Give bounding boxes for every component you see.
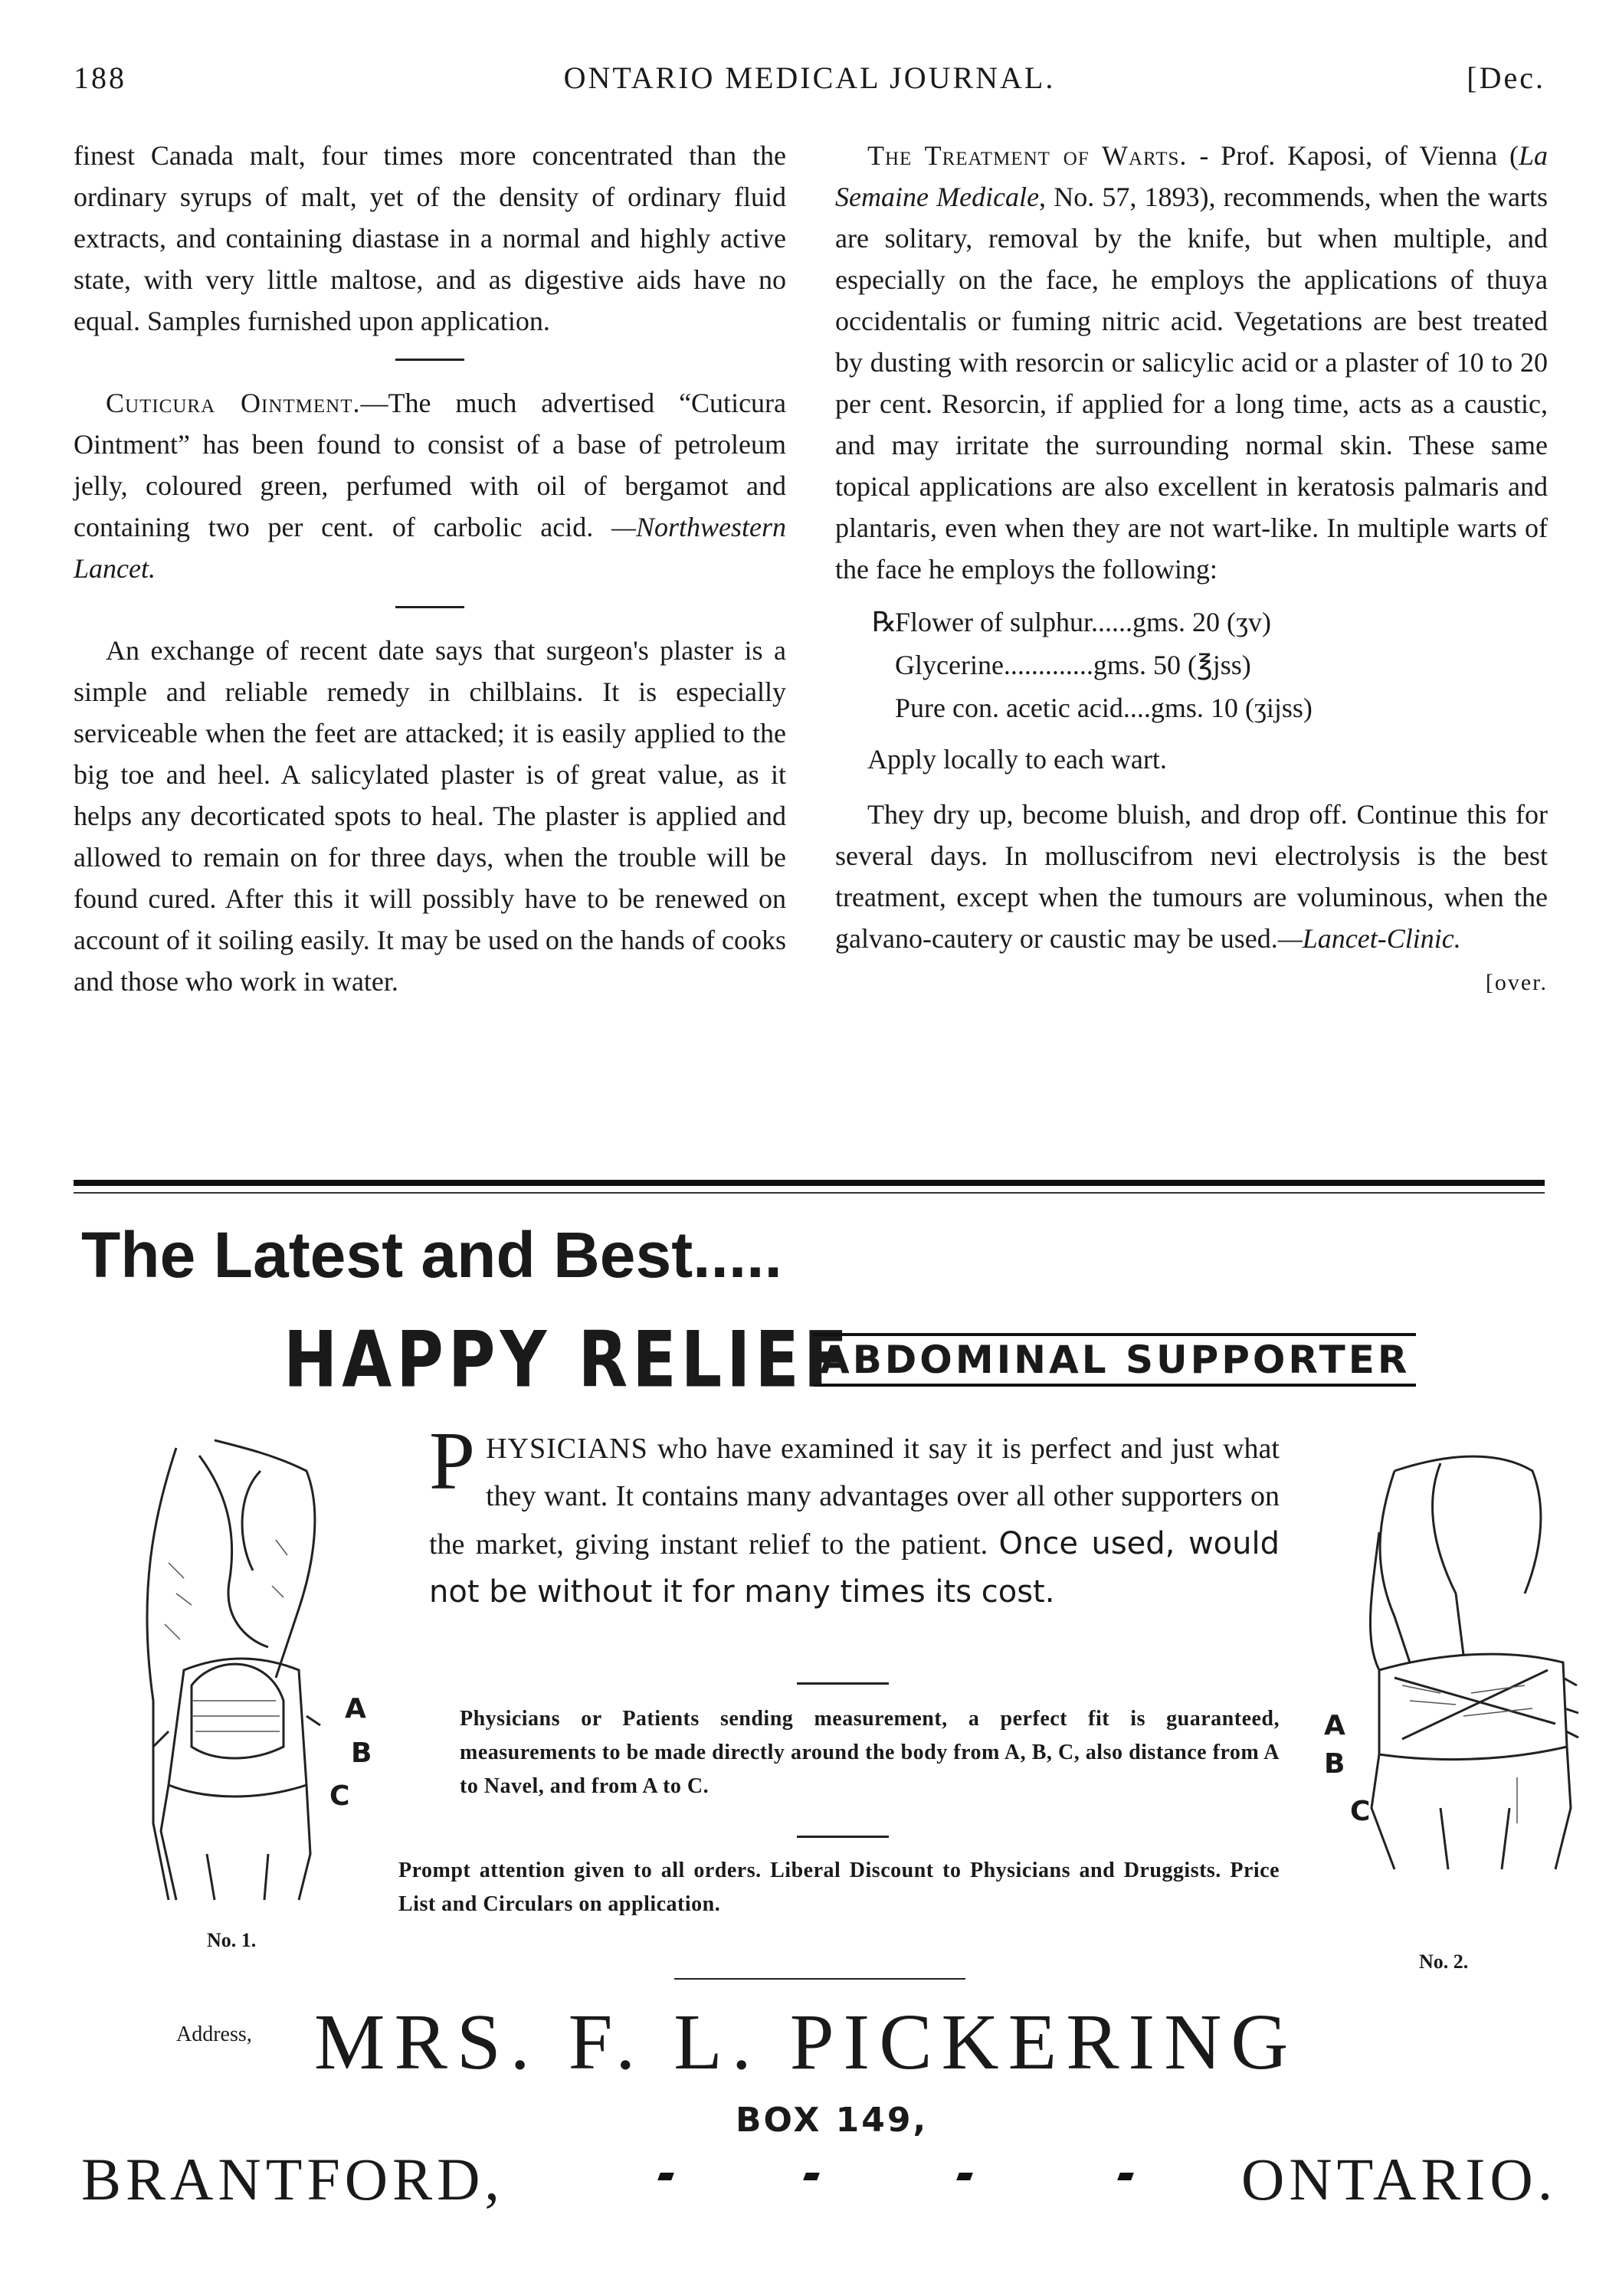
ad-body-text: who have examined it say it is perfect and just what they want. It contains many advantages over all other supporters on the market, giving instant relief to the patient. — [429, 1433, 1280, 1561]
malt-paragraph: finest Canada malt, four times more concentrated than the ordinary syrups of malt, yet of the density of ordinary fluid extracts, and containing diastase in a normal and highly active state, with very little maltose, and as digestive aids have no equal. Samples furnished upon application. — [74, 140, 786, 336]
label-c-fig2: C — [1350, 1796, 1371, 1827]
separator-dash — [1117, 2173, 1134, 2180]
chilblains-paragraph: An exchange of recent date says that surgeon's plaster is a simple and reliable remedy in chilblains. It is especially serviceable when the feet are attacked; it is easily applied to the big toe and heel. A salicylated plaster is of great value, as it helps any decorticated spots to heal. The plaster is applied and allowed to remain on for three days, when the trouble will be found cured. After this it will possibly have to be renewed on account of it soiling easily. It may be used on the hands of cooks and those who work in water. — [74, 635, 786, 997]
page-number: 188 — [74, 61, 126, 95]
ad-divider — [797, 1682, 889, 1685]
issue-month: [Dec. — [1467, 61, 1545, 95]
address-label: Address, — [176, 2023, 252, 2046]
warts-source: La Semaine Medicale — [835, 140, 1548, 212]
rx-item: Pure con. acetic acid....gms. 10 (ʒijss) — [895, 693, 1313, 723]
prescription — [835, 601, 1548, 729]
product-subtitle: ABDOMINAL SUPPORTER — [814, 1333, 1416, 1387]
separator-dash — [657, 2173, 674, 2180]
label-c-fig1: C — [329, 1780, 350, 1812]
label-b-fig1: B — [351, 1738, 372, 1769]
rx-item: Glycerine.............gms. 50 (℥jss) — [895, 650, 1251, 680]
separator-dash — [956, 2173, 973, 2180]
drop-cap: P — [429, 1416, 476, 1507]
ad-headline: The Latest and Best..... — [81, 1219, 782, 1291]
prescription-line — [835, 601, 1548, 644]
po-box: BOX 149, — [736, 2101, 929, 2140]
figure-2-illustration — [1349, 1440, 1586, 1938]
apply-instruction: Apply locally to each wart. — [867, 744, 1167, 775]
warts-heading: The Treatment of Warts. — [867, 140, 1188, 171]
section-divider — [395, 359, 464, 361]
address-divider — [674, 1978, 965, 1980]
warts-body-1: - Prof. Kaposi, of Vienna ( — [1187, 140, 1519, 171]
result-body: They dry up, become bluish, and drop off. Continue this for several days. In molluscifrom nevi electrolysis is the best treatment, except when the tumours are voluminous, when the galvano-cautery or caustic may be used. — [835, 799, 1548, 954]
label-b-fig2: B — [1324, 1748, 1345, 1780]
label-a-fig1: A — [345, 1693, 366, 1724]
label-a-fig2: A — [1324, 1710, 1345, 1741]
province: ONTARIO. — [1241, 2146, 1558, 2212]
prescription-line — [835, 644, 1548, 686]
page-header — [74, 60, 1545, 113]
figure-2-label: No. 2. — [1419, 1950, 1469, 1973]
result-paragraph — [835, 794, 1548, 959]
rx-item: Flower of sulphur......gms. 20 (ʒv) — [895, 607, 1271, 637]
orders-paragraph: Prompt attention given to all orders. Liberal Discount to Physicians and Druggists. Price List and Circulars on application. — [398, 1859, 1280, 1916]
section-divider — [395, 606, 464, 608]
product-name: HAPPY RELIEF — [283, 1315, 853, 1405]
ad-body-emphasis: Once used, would not be without it for many times its cost. — [429, 1526, 1280, 1610]
figure-1-label: No. 1. — [207, 1929, 257, 1951]
cuticura-paragraph — [74, 382, 786, 589]
over-note: [over. — [1485, 970, 1548, 995]
cuticura-body: —The much advertised “Cuticura Ointment” has been found to consist of a base of petroleum jelly, coloured green, perfumed with oil of bergamot and containing two per cent. of carbolic acid. — [74, 388, 787, 542]
ad-body-paragraph — [429, 1416, 1280, 1616]
figure-1-illustration — [123, 1425, 375, 1915]
result-source: —Lancet-Clinic. — [1277, 923, 1461, 954]
divider-rule-thin — [74, 1192, 1545, 1194]
rx-symbol: ℞ — [872, 607, 897, 637]
advertiser-name: MRS. F. L. PICKERING — [314, 1998, 1298, 2086]
separator-dash — [803, 2173, 820, 2180]
prescription-line — [835, 686, 1548, 729]
left-column — [74, 135, 786, 1002]
cuticura-source: —Northwestern Lancet. — [74, 512, 787, 584]
warts-body-2: , No. 57, 1893), recommends, when the warts are solitary, removal by the knife, but when multiple, and especially on the face, he employs the applications of thuya occidentalis or fuming nitric acid. Vegetations are best treated by dusting with resorcin or salicylic acid or a plaster of 10 to 20 per cent. Resorcin, if applied for a long time, acts as a caustic, and may irritate the surrounding normal skin. These same topical applications are also excellent in keratosis palmaris and plantaris, even when they are not wart-like. In multiple warts of the face he employs the following: — [835, 182, 1548, 585]
measurement-paragraph: Physicians or Patients sending measurement, a perfect fit is guaranteed, measurements to be made directly around the body from A, B, C, also distance from A to Navel, and from A to C. — [460, 1707, 1280, 1798]
city: BRANTFORD, — [81, 2146, 504, 2212]
ad-body-caps: HYSICIANS — [486, 1433, 648, 1465]
cuticura-heading: Cuticura Ointment. — [106, 388, 361, 418]
journal-title: ONTARIO MEDICAL JOURNAL. — [563, 61, 1056, 95]
warts-paragraph — [835, 135, 1548, 590]
right-column — [835, 135, 1548, 1004]
divider-rule-thick — [74, 1180, 1545, 1186]
ad-divider — [797, 1836, 889, 1838]
